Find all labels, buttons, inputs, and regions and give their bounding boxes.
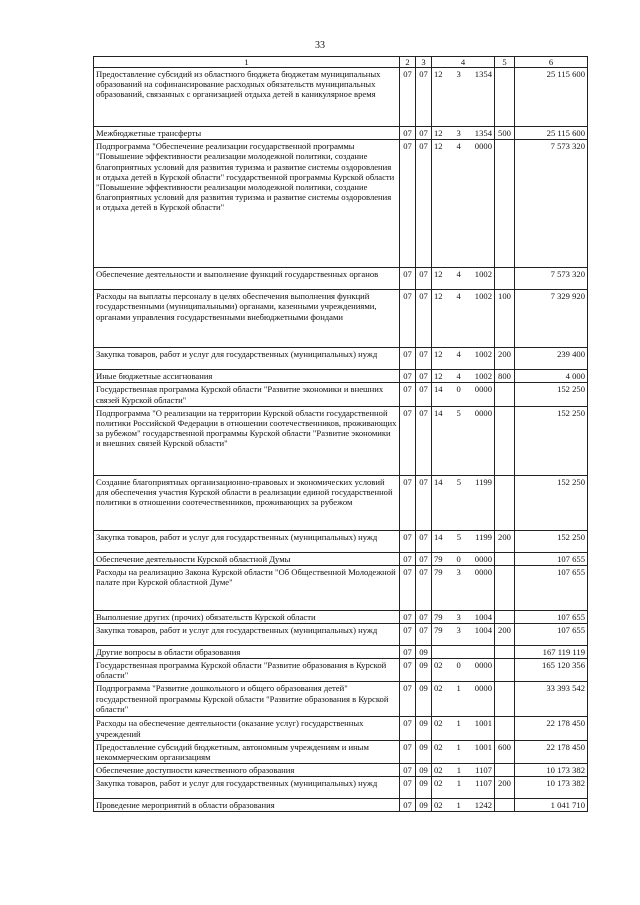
row-section-cell: 07 (400, 383, 416, 406)
table-row (94, 740, 588, 763)
target-article-subprogram: 3 (456, 128, 461, 139)
target-article-program: 14 (434, 476, 443, 487)
target-article-direction: 1002 (474, 349, 492, 360)
target-article-parts (434, 683, 492, 693)
header-cell-amount: 6 (515, 57, 588, 68)
table-row (94, 645, 588, 658)
row-expense-type-cell (495, 717, 515, 740)
target-article-program: 12 (434, 69, 443, 80)
row-target-article-cell (432, 763, 495, 776)
row-expense-type-cell (495, 68, 515, 127)
table-row (94, 348, 588, 370)
row-section-cell: 07 (400, 717, 416, 740)
row-target-article-cell (432, 717, 495, 740)
target-article-direction: 0000 (474, 407, 492, 418)
target-article-program: 02 (434, 683, 443, 694)
target-article-program: 12 (434, 371, 443, 382)
table-row (94, 682, 588, 717)
row-subsection-cell: 07 (416, 268, 432, 290)
row-name-cell: Предоставление субсидий бюджетным, автономным учреждениям и иным некоммерческим организациям (94, 740, 400, 763)
row-section-cell: 07 (400, 777, 416, 799)
target-article-parts (434, 718, 492, 728)
target-article-direction: 0000 (474, 566, 492, 577)
row-subsection-cell: 09 (416, 763, 432, 776)
row-section-cell: 07 (400, 127, 416, 140)
table-row (94, 370, 588, 383)
row-section-cell: 07 (400, 406, 416, 475)
page-number: 33 (315, 40, 325, 51)
row-amount-cell: 4 000 (515, 370, 588, 383)
row-subsection-cell: 07 (416, 68, 432, 127)
target-article-program: 12 (434, 128, 443, 139)
target-article-subprogram: 1 (456, 718, 461, 729)
target-article-direction: 1199 (475, 531, 492, 542)
target-article-parts (434, 477, 492, 487)
row-section-cell: 07 (400, 645, 416, 658)
target-article-parts (434, 532, 492, 542)
target-article-direction: 1002 (474, 269, 492, 280)
target-article-subprogram: 1 (456, 764, 461, 775)
row-expense-type-cell (495, 645, 515, 658)
row-expense-type-cell: 100 (495, 290, 515, 348)
row-section-cell: 07 (400, 799, 416, 812)
row-expense-type-cell: 200 (495, 530, 515, 552)
row-subsection-cell: 07 (416, 348, 432, 370)
row-section-cell: 07 (400, 682, 416, 717)
row-subsection-cell: 07 (416, 565, 432, 610)
target-article-parts (434, 269, 492, 279)
row-target-article-cell (432, 290, 495, 348)
target-article-direction: 1107 (475, 778, 492, 789)
row-target-article-cell (432, 623, 495, 645)
target-article-program: 02 (434, 800, 443, 811)
target-article-direction: 1001 (474, 741, 492, 752)
table-row (94, 799, 588, 812)
row-name-cell: Закупка товаров, работ и услуг для государственных (муниципальных) нужд (94, 348, 400, 370)
target-article-program: 14 (434, 407, 443, 418)
row-name-cell: Закупка товаров, работ и услуг для государственных (муниципальных) нужд (94, 777, 400, 799)
target-article-direction: 1242 (474, 800, 492, 811)
table-row (94, 383, 588, 406)
row-name-cell: Подпрограмма "Обеспечение реализации государственной программы "Повышение эффективности реализации молодежной политики, создание благоприятных условий для развития туризма и развитие системы оздоровления и отдыха детей в Курской области" государственной программы Курской области "Повышение эффективности реализации молодежной политики, создание благоприятных условий для развития туризма и развитие системы оздоровления и отдыха детей в Курской области" (94, 140, 400, 268)
target-article-subprogram: 3 (456, 611, 461, 622)
row-section-cell: 07 (400, 530, 416, 552)
row-subsection-cell: 07 (416, 406, 432, 475)
row-amount-cell: 22 178 450 (515, 717, 588, 740)
row-name-cell: Расходы на обеспечение деятельности (оказание услуг) государственных учреждений (94, 717, 400, 740)
target-article-parts (434, 625, 492, 635)
row-expense-type-cell (495, 610, 515, 623)
table-row (94, 763, 588, 776)
target-article-direction: 0000 (474, 660, 492, 671)
row-target-article-cell (432, 740, 495, 763)
row-amount-cell: 239 400 (515, 348, 588, 370)
table-row (94, 659, 588, 682)
target-article-direction: 1001 (474, 718, 492, 729)
table-row (94, 552, 588, 565)
target-article-subprogram: 1 (456, 683, 461, 694)
target-article-program: 12 (434, 291, 443, 302)
target-article-parts (434, 69, 492, 79)
target-article-direction: 1354 (474, 69, 492, 80)
row-subsection-cell: 07 (416, 290, 432, 348)
header-cell-name: 1 (94, 57, 400, 68)
target-article-parts (434, 384, 492, 394)
table-row (94, 406, 588, 475)
row-amount-cell: 152 250 (515, 475, 588, 530)
table-row (94, 127, 588, 140)
row-target-article-cell (432, 268, 495, 290)
target-article-direction: 1004 (474, 611, 492, 622)
row-amount-cell: 25 115 600 (515, 68, 588, 127)
row-section-cell: 07 (400, 610, 416, 623)
row-amount-cell: 1 041 710 (515, 799, 588, 812)
target-article-parts (434, 742, 492, 752)
row-name-cell: Государственная программа Курской области "Развитие образования в Курской области" (94, 659, 400, 682)
target-article-parts (434, 408, 492, 418)
row-name-cell: Обеспечение деятельности и выполнение функций государственных органов (94, 268, 400, 290)
target-article-parts (434, 612, 492, 622)
target-article-subprogram: 5 (456, 407, 461, 418)
row-section-cell: 07 (400, 140, 416, 268)
target-article-subprogram: 1 (456, 800, 461, 811)
row-amount-cell: 7 573 320 (515, 140, 588, 268)
row-name-cell: Расходы на реализацию Закона Курской области "Об Общественной Молодежной палате при Курской областной Думе" (94, 565, 400, 610)
row-expense-type-cell (495, 140, 515, 268)
row-amount-cell: 10 173 382 (515, 777, 588, 799)
target-article-subprogram: 5 (456, 531, 461, 542)
target-article-direction: 0000 (474, 141, 492, 152)
target-article-program: 02 (434, 718, 443, 729)
target-article-subprogram: 1 (456, 778, 461, 789)
row-target-article-cell (432, 610, 495, 623)
row-subsection-cell: 07 (416, 623, 432, 645)
row-amount-cell: 167 119 119 (515, 645, 588, 658)
row-section-cell: 07 (400, 68, 416, 127)
row-target-article-cell (432, 475, 495, 530)
target-article-direction: 1354 (474, 128, 492, 139)
target-article-program: 02 (434, 778, 443, 789)
row-expense-type-cell: 200 (495, 777, 515, 799)
target-article-parts (434, 554, 492, 564)
row-name-cell: Подпрограмма "О реализации на территории Курской области государственной политики Российской Федерации в отношении соотечественников, проживающих за рубежом" государственной программы Курской области "Развитие экономики и внешних связей Курской области" (94, 406, 400, 475)
row-section-cell: 07 (400, 565, 416, 610)
row-target-article-cell (432, 530, 495, 552)
row-subsection-cell: 09 (416, 799, 432, 812)
row-subsection-cell: 07 (416, 610, 432, 623)
row-expense-type-cell: 200 (495, 348, 515, 370)
row-subsection-cell: 09 (416, 740, 432, 763)
row-name-cell: Расходы на выплаты персоналу в целях обеспечения выполнения функций государственными (муниципальными) органами, казенными учреждениями, органами управления государственными внебюджетными фондами (94, 290, 400, 348)
row-expense-type-cell: 500 (495, 127, 515, 140)
row-amount-cell: 25 115 600 (515, 127, 588, 140)
row-subsection-cell: 07 (416, 475, 432, 530)
row-target-article-cell (432, 552, 495, 565)
target-article-program: 12 (434, 349, 443, 360)
table-row (94, 777, 588, 799)
target-article-program: 02 (434, 741, 443, 752)
row-subsection-cell: 09 (416, 717, 432, 740)
row-section-cell: 07 (400, 552, 416, 565)
header-cell-expense-type: 5 (495, 57, 515, 68)
row-expense-type-cell (495, 763, 515, 776)
target-article-subprogram: 3 (456, 69, 461, 80)
row-amount-cell: 7 573 320 (515, 268, 588, 290)
row-expense-type-cell (495, 682, 515, 717)
target-article-program: 14 (434, 384, 443, 395)
row-subsection-cell: 09 (416, 682, 432, 717)
row-amount-cell: 7 329 920 (515, 290, 588, 348)
target-article-subprogram: 4 (456, 349, 461, 360)
row-amount-cell: 107 655 (515, 552, 588, 565)
row-subsection-cell: 07 (416, 370, 432, 383)
row-target-article-cell (432, 799, 495, 812)
target-article-subprogram: 0 (456, 553, 461, 564)
row-expense-type-cell (495, 799, 515, 812)
row-expense-type-cell: 200 (495, 623, 515, 645)
row-target-article-cell (432, 370, 495, 383)
row-target-article-cell (432, 406, 495, 475)
row-name-cell: Выполнение других (прочих) обязательств Курской области (94, 610, 400, 623)
target-article-parts (434, 765, 492, 775)
target-article-subprogram: 5 (456, 476, 461, 487)
table-body (94, 68, 588, 812)
row-name-cell: Государственная программа Курской области "Развитие экономики и внешних связей Курской области" (94, 383, 400, 406)
row-amount-cell: 10 173 382 (515, 763, 588, 776)
target-article-program: 12 (434, 141, 443, 152)
header-cell-target-article: 4 (432, 57, 495, 68)
row-name-cell: Межбюджетные трансферты (94, 127, 400, 140)
target-article-subprogram: 4 (456, 291, 461, 302)
row-subsection-cell: 07 (416, 552, 432, 565)
row-target-article-cell (432, 348, 495, 370)
row-subsection-cell: 09 (416, 777, 432, 799)
row-subsection-cell: 09 (416, 659, 432, 682)
row-name-cell: Подпрограмма "Развитие дошкольного и общего образования детей" государственной программы Курской области "Развитие образования в Курской области" (94, 682, 400, 717)
table-row (94, 290, 588, 348)
table-row (94, 610, 588, 623)
row-name-cell: Другие вопросы в области образования (94, 645, 400, 658)
row-subsection-cell: 07 (416, 383, 432, 406)
target-article-parts (434, 291, 492, 301)
table-row (94, 530, 588, 552)
target-article-direction: 1004 (474, 624, 492, 635)
row-expense-type-cell (495, 475, 515, 530)
table-row (94, 717, 588, 740)
row-subsection-cell: 09 (416, 645, 432, 658)
row-expense-type-cell (495, 552, 515, 565)
row-target-article-cell (432, 68, 495, 127)
header-row (94, 57, 588, 68)
header-cell-section: 2 (400, 57, 416, 68)
target-article-direction: 1107 (475, 764, 492, 775)
header-cell-subsection: 3 (416, 57, 432, 68)
target-article-direction: 0000 (474, 553, 492, 564)
table-row (94, 68, 588, 127)
row-name-cell: Предоставление субсидий из областного бюджета бюджетам муниципальных образований на софинансирование расходных обязательств муниципальных образований, связанных с организацией отдыха детей в каникулярное время (94, 68, 400, 127)
target-article-subprogram: 3 (456, 566, 461, 577)
target-article-direction: 1199 (475, 476, 492, 487)
target-article-subprogram: 1 (456, 741, 461, 752)
row-target-article-cell (432, 682, 495, 717)
target-article-program: 79 (434, 553, 443, 564)
target-article-program: 12 (434, 269, 443, 280)
target-article-subprogram: 0 (456, 660, 461, 671)
target-article-program: 02 (434, 764, 443, 775)
row-amount-cell: 165 120 356 (515, 659, 588, 682)
row-subsection-cell: 07 (416, 127, 432, 140)
row-amount-cell: 22 178 450 (515, 740, 588, 763)
table-row (94, 475, 588, 530)
row-amount-cell: 152 250 (515, 530, 588, 552)
row-name-cell: Создание благоприятных организационно-правовых и экономических условий для обеспечения участия Курской области в реализации единой государственной политики в отношении соотечественников, проживающих за рубежом (94, 475, 400, 530)
target-article-subprogram: 4 (456, 269, 461, 280)
target-article-parts (434, 128, 492, 138)
target-article-subprogram: 3 (456, 624, 461, 635)
row-expense-type-cell: 800 (495, 370, 515, 383)
row-amount-cell: 33 393 542 (515, 682, 588, 717)
row-expense-type-cell (495, 565, 515, 610)
budget-table (93, 56, 588, 812)
row-amount-cell: 152 250 (515, 406, 588, 475)
target-article-subprogram: 0 (456, 384, 461, 395)
row-section-cell: 07 (400, 370, 416, 383)
row-target-article-cell (432, 127, 495, 140)
row-section-cell: 07 (400, 475, 416, 530)
row-section-cell: 07 (400, 268, 416, 290)
row-section-cell: 07 (400, 290, 416, 348)
target-article-subprogram: 4 (456, 371, 461, 382)
row-section-cell: 07 (400, 348, 416, 370)
target-article-direction: 0000 (474, 683, 492, 694)
target-article-parts (434, 660, 492, 670)
row-target-article-cell (432, 777, 495, 799)
target-article-parts (434, 567, 492, 577)
table-row (94, 268, 588, 290)
row-expense-type-cell (495, 659, 515, 682)
row-name-cell: Обеспечение деятельности Курской областной Думы (94, 552, 400, 565)
target-article-parts (434, 371, 492, 381)
row-amount-cell: 107 655 (515, 610, 588, 623)
row-subsection-cell: 07 (416, 140, 432, 268)
target-article-parts (434, 141, 492, 151)
row-section-cell: 07 (400, 659, 416, 682)
row-name-cell: Иные бюджетные ассигнования (94, 370, 400, 383)
row-amount-cell: 107 655 (515, 623, 588, 645)
row-target-article-cell (432, 645, 495, 658)
target-article-direction: 1002 (474, 291, 492, 302)
target-article-program: 79 (434, 624, 443, 635)
row-name-cell: Проведение мероприятий в области образования (94, 799, 400, 812)
row-amount-cell: 152 250 (515, 383, 588, 406)
target-article-direction: 0000 (474, 384, 492, 395)
row-target-article-cell (432, 565, 495, 610)
row-expense-type-cell (495, 406, 515, 475)
table-row (94, 623, 588, 645)
row-expense-type-cell (495, 383, 515, 406)
table-row (94, 565, 588, 610)
table-row (94, 140, 588, 268)
target-article-program: 14 (434, 531, 443, 542)
target-article-parts (434, 778, 492, 788)
row-target-article-cell (432, 383, 495, 406)
row-name-cell: Закупка товаров, работ и услуг для государственных (муниципальных) нужд (94, 530, 400, 552)
row-name-cell: Обеспечение доступности качественного образования (94, 763, 400, 776)
target-article-parts (434, 800, 492, 810)
row-expense-type-cell (495, 268, 515, 290)
target-article-program: 79 (434, 611, 443, 622)
target-article-direction: 1002 (474, 371, 492, 382)
target-article-parts (434, 349, 492, 359)
row-section-cell: 07 (400, 740, 416, 763)
target-article-subprogram: 4 (456, 141, 461, 152)
row-name-cell: Закупка товаров, работ и услуг для государственных (муниципальных) нужд (94, 623, 400, 645)
row-section-cell: 07 (400, 623, 416, 645)
row-amount-cell: 107 655 (515, 565, 588, 610)
row-subsection-cell: 07 (416, 530, 432, 552)
row-expense-type-cell: 600 (495, 740, 515, 763)
target-article-program: 02 (434, 660, 443, 671)
target-article-program: 79 (434, 566, 443, 577)
row-section-cell: 07 (400, 763, 416, 776)
row-target-article-cell (432, 140, 495, 268)
row-target-article-cell (432, 659, 495, 682)
